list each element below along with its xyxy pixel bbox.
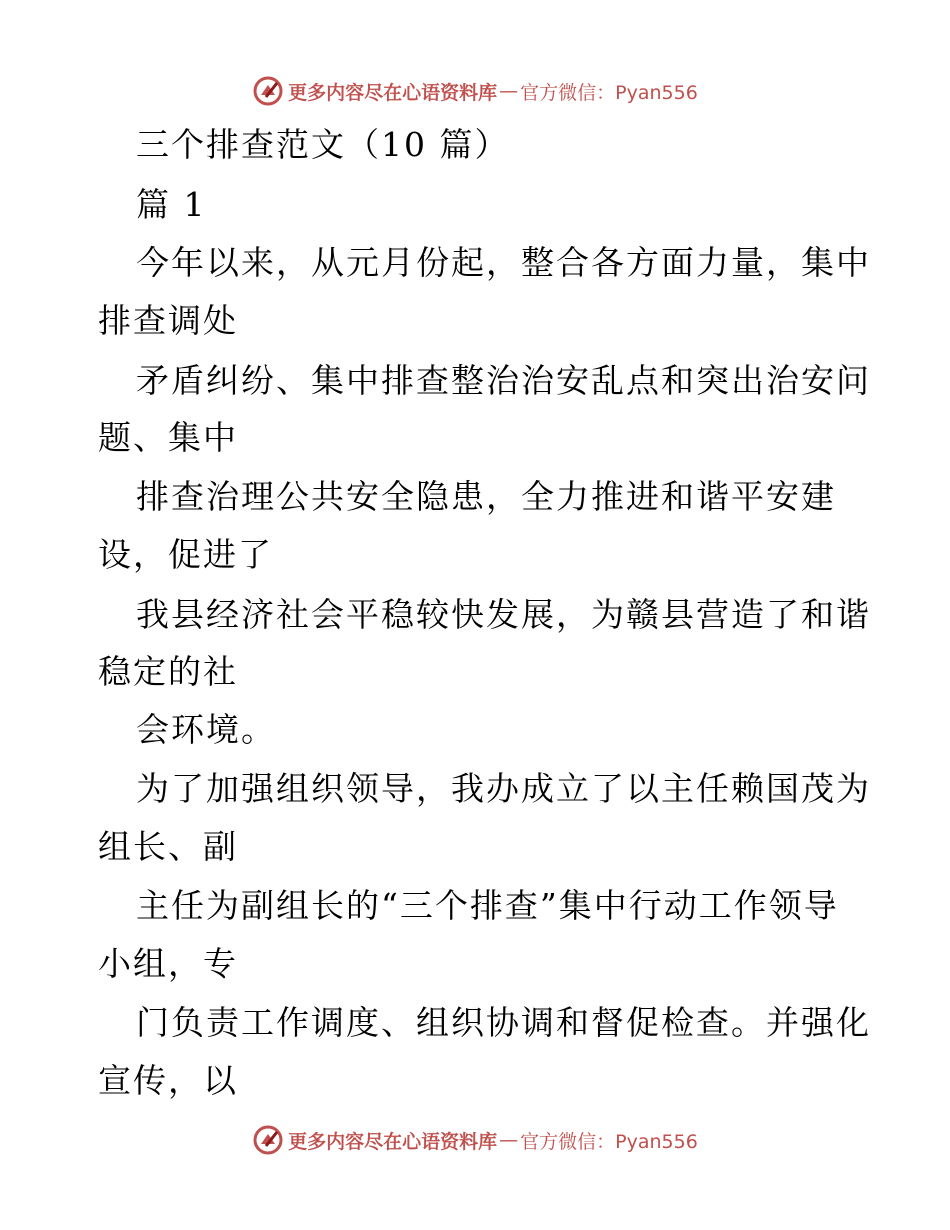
banner-separator: — — [499, 80, 519, 102]
section-heading: 篇 1 — [136, 185, 207, 224]
paragraph-line: 稳定的社 — [98, 652, 238, 691]
document-title: 三个排查范文（10 篇） — [136, 125, 510, 164]
logo-icon — [252, 1124, 284, 1156]
paragraph-line: 我县经济社会平稳较快发展，为赣县营造了和谐 — [136, 595, 871, 634]
logo-icon — [252, 75, 284, 107]
paragraph-line: 为了加强组织领导，我办成立了以主任赖国茂为 — [136, 769, 871, 808]
paragraph-line: 宣传，以 — [98, 1061, 238, 1100]
paragraph-line: 主任为副组长的“三个排查”集中行动工作领导 — [136, 886, 839, 925]
paragraph-line: 矛盾纠纷、集中排查整治治安乱点和突出治安问 — [136, 361, 871, 400]
banner-wechat: 官方微信：Pyan556 — [520, 1130, 698, 1153]
paragraph-line: 组长、副 — [98, 827, 238, 866]
paragraph-line: 今年以来，从元月份起，整合各方面力量，集中 — [136, 243, 871, 282]
banner-text: 更多内容尽在心语资料库 — [288, 1130, 498, 1153]
banner-text: 更多内容尽在心语资料库 — [288, 81, 498, 104]
banner-wechat: 官方微信：Pyan556 — [520, 81, 698, 104]
paragraph-line: 题、集中 — [98, 418, 238, 457]
paragraph-line: 设，促进了 — [98, 535, 273, 574]
paragraph-line: 排查治理公共安全隐患，全力推进和谐平安建 — [136, 477, 836, 516]
paragraph-line: 门负责工作调度、组织协调和督促检查。并强化 — [136, 1003, 871, 1042]
paragraph-line: 排查调处 — [98, 301, 238, 340]
footer-banner — [0, 1120, 950, 1160]
paragraph-line: 会环境。 — [136, 710, 276, 749]
paragraph-line: 小组，专 — [98, 944, 238, 983]
header-banner — [0, 71, 950, 111]
banner-separator: — — [499, 1129, 519, 1151]
